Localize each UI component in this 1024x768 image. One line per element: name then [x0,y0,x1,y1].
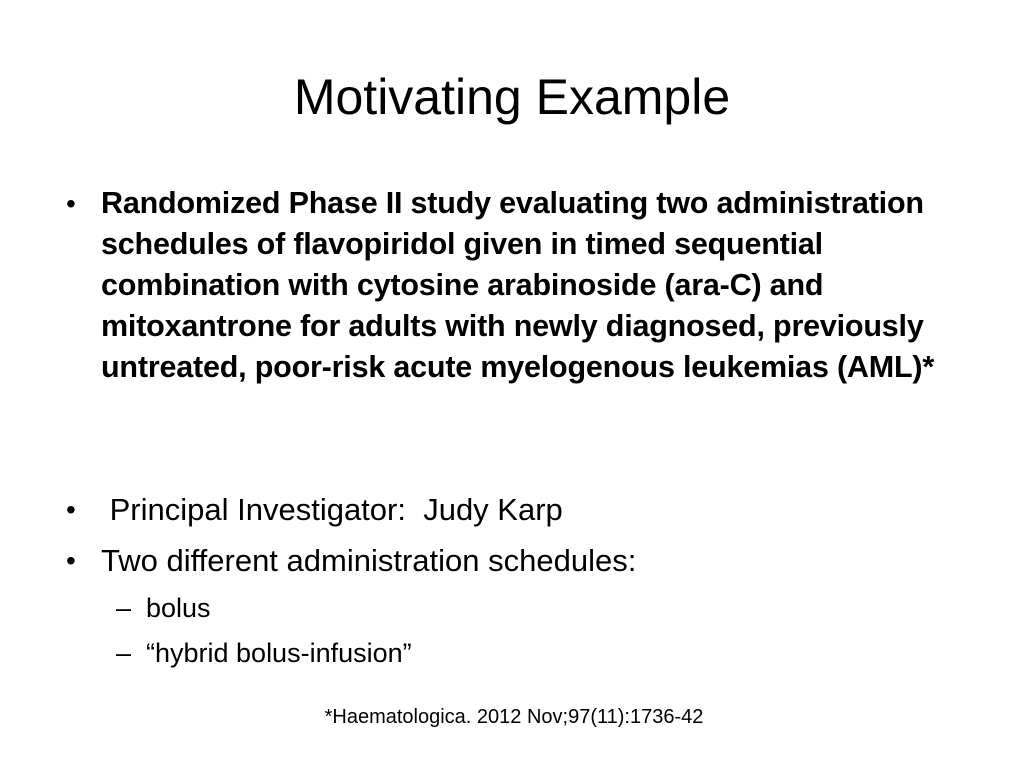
slide-title: Motivating Example [293,69,731,125]
bullet-text-schedules: Two different administration schedules: [101,543,637,578]
bullet-icon: • [66,494,76,525]
sub-item-text-hybrid: “hybrid bolus-infusion” [146,638,412,668]
bullet-icon: • [66,545,76,576]
bullet-text-investigator: Principal Investigator: Judy Karp [101,492,563,527]
citation-footnote: *Haematologica. 2012 Nov;97(11):1736-42 [324,706,704,728]
sub-item-text-bolus: bolus [146,593,211,623]
bullet-text-study: Randomized Phase II study evaluating two administration schedules of flavopiridol given in timed sequential combination with cytosine arabinoside (ara-C) and mitoxantrone for adults with newly diagnosed, previously untreated, poor-risk acute myelogenous leukemias (AML)* [101,186,935,384]
dash-icon: – [116,593,132,623]
bullet-icon: • [66,188,76,219]
dash-icon: – [116,638,132,668]
